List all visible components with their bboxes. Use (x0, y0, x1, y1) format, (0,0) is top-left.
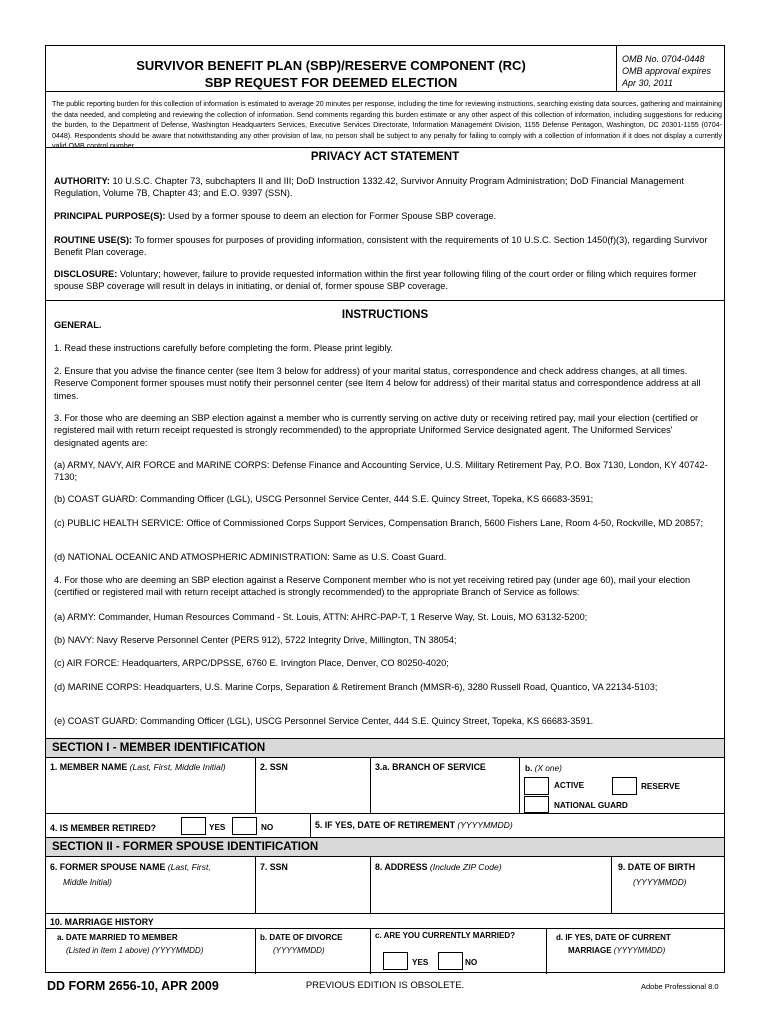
component-label: b. (X one) (525, 763, 562, 773)
authority-text: 10 U.S.C. Chapter 73, subchapters II and III; DoD Instruction 1332.42, Survivor Annuity Program Administration; DoD Financial Management Regulation, Volume 7B, Chapter 43; and E.O. 9397 (SSN). (54, 176, 684, 199)
national-guard-checkbox[interactable] (524, 796, 549, 813)
divorce-date-hint: (YYYYMMDD) (273, 946, 325, 955)
instructions-heading: INSTRUCTIONS (341, 309, 429, 321)
instruction-2: 2. Ensure that you advise the finance center (see Item 3 below for address) of your marital status, correspondence and check address changes, at all times. Reserve Component former spouses must notify their personnel center (see Item 4 below for address) of their marital status and correspondence address at all times. (54, 366, 701, 401)
form-page (45, 45, 725, 973)
software-note: Adobe Professional 8.0 (641, 982, 719, 991)
instruction-4a: (a) ARMY: Commander, Human Resources Command - St. Louis, ATTN: AHRC-PAP-T, 1 Reserve Way, St. Louis, MO 63132-5200; (54, 612, 588, 622)
purpose-text: Used by a former spouse to deem an election for Former Spouse SBP coverage. (165, 211, 497, 221)
disclosure-text: Voluntary; however, failure to provide requested information within the first year following filing of the court order or filing which requires former spouse SBP coverage will result in delays in initiating, or denial of, former spouse SBP coverage. (54, 269, 697, 292)
burden-statement: The public reporting burden for this collection of information is estimated to average 20 minutes per response, including the time for reviewing instructions, searching existing data sources, gathering and maintaining the data needed, and completing and reviewing the collection of information. Send comments regarding this burden estimate or any other aspect of this collection of information, including suggestions for reducing the burden, to the Department of Defense, Washington Headquarters Services, Executive Services Directorate, Information Management Division, 1155 Defense Pentagon, Washington, DC 20301-1155 (0704-0448). Respondents should be aware that notwithstanding any other provision of law, no person shall be subject to any penalty for failing to comply with a collection of information if it does not display a currently valid OMB control number. (52, 100, 722, 151)
instruction-1: 1. Read these instructions carefully before completing the form. Please print legibly. (54, 343, 393, 353)
current-marriage-field[interactable] (551, 958, 722, 972)
instruction-3d: (d) NATIONAL OCEANIC AND ATMOSPHERIC ADMINISTRATION: Same as U.S. Coast Guard. (54, 552, 447, 562)
divorce-date-field[interactable] (260, 958, 365, 972)
omb-info (622, 53, 711, 89)
date-married-field[interactable] (50, 958, 250, 972)
active-checkbox[interactable] (524, 777, 549, 795)
current-marriage-label: d. IF YES, DATE OF CURRENT (556, 933, 671, 942)
omb-number: OMB No. 0704-0448 (622, 54, 705, 64)
disclosure-paragraph (54, 268, 714, 293)
routine-text: To former spouses for purposes of providing information, consistent with the requirements of 10 U.S.C. Section 1450(f)(3), regarding Survivor Benefit Plan coverage. (54, 235, 708, 258)
retired-no-checkbox[interactable] (232, 817, 257, 835)
instruction-4d: (d) MARINE CORPS: Headquarters, U.S. Marine Corps, Separation & Retirement Branch (MMSR-6), 3280 Russell Road, Quantico, VA 22134-5103; (54, 682, 658, 692)
date-married-label: a. DATE MARRIED TO MEMBER (57, 933, 178, 942)
routine-paragraph (54, 234, 714, 259)
previous-edition-note: PREVIOUS EDITION IS OBSOLETE. (305, 980, 465, 991)
address-label: 8. ADDRESS (Include ZIP Code) (375, 862, 502, 872)
form-title-line2: SBP REQUEST FOR DEEMED ELECTION (204, 75, 458, 90)
instruction-4e: (e) COAST GUARD: Commanding Officer (LGL), USCG Personnel Service Center, 444 S.E. Quincy Street, Topeka, KS 66683-3591. (54, 716, 594, 726)
currently-married-label: c. ARE YOU CURRENTLY MARRIED? (375, 931, 516, 940)
member-name-label: 1. MEMBER NAME (Last, First, Middle Initial) (50, 762, 226, 772)
spouse-name-field[interactable] (50, 891, 250, 911)
general-label: GENERAL. (54, 320, 102, 330)
instruction-4: 4. For those who are deeming an SBP election against a Reserve Component member who is not yet receiving retired pay (under age 60), mail your election (certified or registered mail with return receipt attached is strongly recommended) to the appropriate Branch of Service as follows: (54, 575, 691, 598)
married-yes-checkbox[interactable] (383, 952, 408, 970)
married-no-label: NO (465, 958, 478, 967)
spouse-name-hint: Middle Initial) (63, 877, 112, 887)
branch-label: 3.a. BRANCH OF SERVICE (375, 762, 486, 772)
section1-bar (46, 738, 724, 758)
retired-no-label: NO (261, 823, 274, 832)
purpose-paragraph (54, 210, 714, 222)
retirement-date-label: 5. IF YES, DATE OF RETIREMENT (YYYYMMDD) (315, 820, 513, 830)
member-name-field[interactable] (50, 776, 250, 810)
dob-label: 9. DATE OF BIRTH (618, 862, 696, 872)
date-married-hint: (Listed in Item 1 above) (YYYYMMDD) (66, 946, 204, 955)
instruction-3a: (a) ARMY, NAVY, AIR FORCE and MARINE CORPS: Defense Finance and Accounting Service, U.S. Military Retirement Pay, P.O. Box 7130, London, KY 40742-7130; (54, 460, 708, 483)
spouse-ssn-label: 7. SSN (260, 862, 288, 872)
spouse-ssn-field[interactable] (260, 876, 365, 910)
instruction-3c: (c) PUBLIC HEALTH SERVICE: Office of Commissioned Corps Support Services, Compensation Branch, 5600 Fishers Lane, Room 4-50, Rockville, MD 20857; (54, 518, 704, 528)
member-ssn-field[interactable] (260, 776, 365, 810)
spouse-name-label: 6. FORMER SPOUSE NAME (Last, First, (50, 862, 211, 872)
form-number: DD FORM 2656-10, APR 2009 (47, 979, 219, 993)
omb-date: Apr 30, 2011 (622, 78, 673, 88)
retired-label: 4. IS MEMBER RETIRED? (50, 823, 157, 833)
divorce-date-label: b. DATE OF DIVORCE (260, 933, 343, 942)
marriage-history-label: 10. MARRIAGE HISTORY (50, 917, 154, 927)
instruction-4c: (c) AIR FORCE: Headquarters, ARPC/DPSSE, 6760 E. Irvington Place, Denver, CO 80250-4020; (54, 658, 449, 668)
married-yes-label: YES (412, 958, 429, 967)
current-marriage-label2: MARRIAGE (YYYYMMDD) (568, 946, 666, 955)
form-title-line1: SURVIVOR BENEFIT PLAN (SBP)/RESERVE COMPONENT (RC) (136, 58, 526, 73)
disclosure-label: DISCLOSURE: (54, 269, 118, 279)
omb-approval: OMB approval expires (622, 66, 712, 76)
retirement-date-field[interactable] (546, 815, 722, 835)
authority-label: AUTHORITY: (54, 176, 110, 186)
section2-title: SECTION II - FORMER SPOUSE IDENTIFICATION (52, 841, 319, 853)
purpose-label: PRINCIPAL PURPOSE(S): (54, 211, 166, 221)
instruction-3: 3. For those who are deeming an SBP election against a member who is currently serving on active duty or receiving retired pay, mail your election (certified or registered mail with return receipt requested is strongly recommended) to the appropriate Uniformed Service designated agent. The Uniformed Services' designated agents are: (54, 413, 699, 448)
routine-label: ROUTINE USE(S): (54, 235, 133, 245)
reserve-checkbox[interactable] (612, 777, 637, 795)
active-option-label: ACTIVE (554, 781, 585, 790)
member-ssn-label: 2. SSN (260, 762, 288, 772)
section1-title: SECTION I - MEMBER IDENTIFICATION (52, 742, 266, 754)
retired-yes-label: YES (209, 823, 226, 832)
branch-field[interactable] (375, 776, 515, 810)
instruction-4b: (b) NAVY: Navy Reserve Personnel Center (PERS 912), 5722 Integrity Drive, Millington, TN 38054; (54, 635, 457, 645)
instruction-3b: (b) COAST GUARD: Commanding Officer (LGL), USCG Personnel Service Center, 444 S.E. Quincy Street, Topeka, KS 66683-3591; (54, 494, 594, 504)
reserve-option-label: RESERVE (641, 782, 680, 791)
section2-bar (46, 837, 724, 857)
national-guard-option-label: NATIONAL GUARD (554, 801, 628, 810)
retired-yes-checkbox[interactable] (181, 817, 206, 835)
privacy-heading: PRIVACY ACT STATEMENT (310, 151, 460, 163)
married-no-checkbox[interactable] (438, 952, 463, 970)
authority-paragraph (54, 175, 714, 200)
dob-hint: (YYYYMMDD) (633, 877, 687, 887)
address-field[interactable] (375, 876, 607, 910)
dob-field[interactable] (618, 891, 722, 911)
